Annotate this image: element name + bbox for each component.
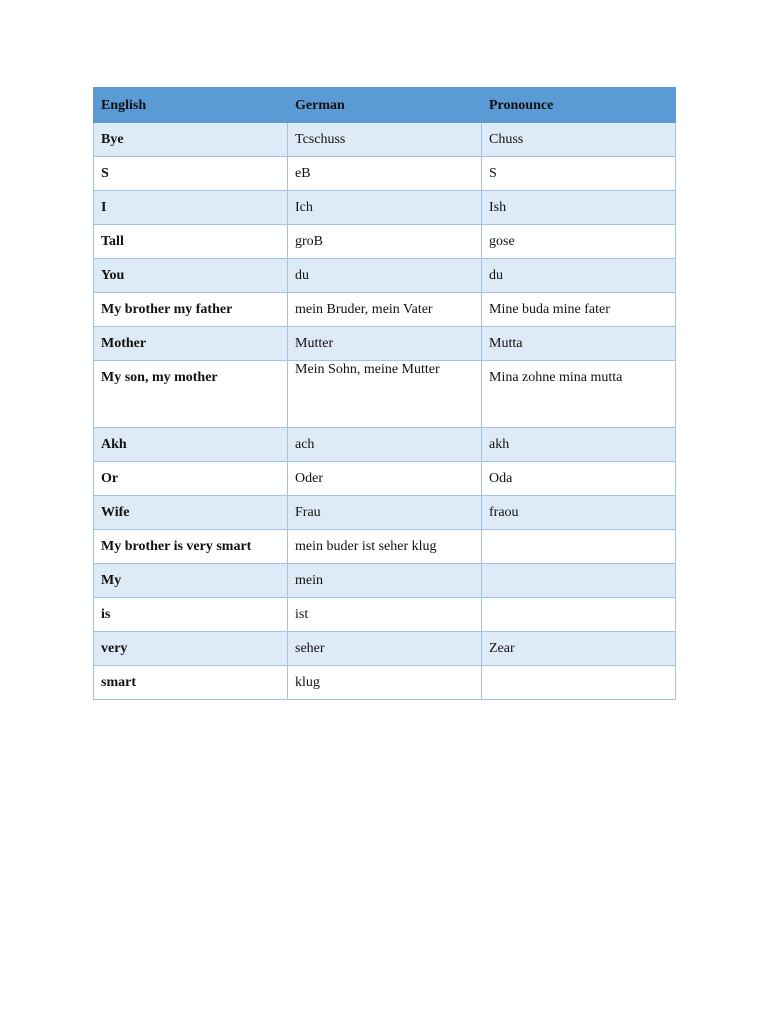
german-cell: mein — [288, 564, 482, 598]
english-cell: Tall — [94, 225, 288, 259]
table-row — [94, 428, 676, 462]
table-row — [94, 123, 676, 157]
german-cell: mein buder ist seher klug — [288, 530, 482, 564]
english-cell: smart — [94, 666, 288, 700]
pronounce-cell: Mutta — [482, 327, 676, 361]
english-cell: My son, my mother — [94, 361, 288, 428]
table-row — [94, 259, 676, 293]
pronounce-cell — [482, 666, 676, 700]
pronounce-cell: Mina zohne mina mutta — [482, 361, 676, 428]
header-german: German — [288, 88, 482, 123]
english-cell: Akh — [94, 428, 288, 462]
pronounce-cell — [482, 564, 676, 598]
pronounce-cell: Zear — [482, 632, 676, 666]
english-cell: My brother my father — [94, 293, 288, 327]
english-cell: Or — [94, 462, 288, 496]
pronounce-cell: Oda — [482, 462, 676, 496]
german-cell: mein Bruder, mein Vater — [288, 293, 482, 327]
table-row — [94, 462, 676, 496]
header-english: English — [94, 88, 288, 123]
german-cell: ach — [288, 428, 482, 462]
english-cell: S — [94, 157, 288, 191]
german-cell: groB — [288, 225, 482, 259]
table-row — [94, 666, 676, 700]
pronounce-cell: du — [482, 259, 676, 293]
pronounce-cell: akh — [482, 428, 676, 462]
english-cell: Bye — [94, 123, 288, 157]
english-cell: is — [94, 598, 288, 632]
pronounce-cell — [482, 530, 676, 564]
english-cell: Mother — [94, 327, 288, 361]
table-row — [94, 225, 676, 259]
pronounce-cell: Chuss — [482, 123, 676, 157]
pronounce-cell: S — [482, 157, 676, 191]
table-row — [94, 361, 676, 428]
german-cell: Ich — [288, 191, 482, 225]
header-pronounce: Pronounce — [482, 88, 676, 123]
table-row — [94, 564, 676, 598]
german-cell: Mutter — [288, 327, 482, 361]
pronounce-cell: fraou — [482, 496, 676, 530]
pronounce-cell: Ish — [482, 191, 676, 225]
english-cell: Wife — [94, 496, 288, 530]
german-cell: Frau — [288, 496, 482, 530]
english-cell: My — [94, 564, 288, 598]
german-cell: klug — [288, 666, 482, 700]
table-row — [94, 157, 676, 191]
vocabulary-table — [93, 87, 676, 700]
table-row — [94, 632, 676, 666]
german-cell: Tcschuss — [288, 123, 482, 157]
german-cell: ist — [288, 598, 482, 632]
pronounce-cell — [482, 598, 676, 632]
german-cell: Mein Sohn, meine Mutter — [288, 361, 482, 428]
german-cell: seher — [288, 632, 482, 666]
german-cell: Oder — [288, 462, 482, 496]
english-cell: very — [94, 632, 288, 666]
table-row — [94, 293, 676, 327]
table-row — [94, 598, 676, 632]
english-cell: My brother is very smart — [94, 530, 288, 564]
table-header-row — [94, 88, 676, 123]
table-row — [94, 327, 676, 361]
pronounce-cell: Mine buda mine fater — [482, 293, 676, 327]
german-cell: du — [288, 259, 482, 293]
english-cell: You — [94, 259, 288, 293]
table-row — [94, 191, 676, 225]
table-row — [94, 530, 676, 564]
table-row — [94, 496, 676, 530]
pronounce-cell: gose — [482, 225, 676, 259]
german-cell: eB — [288, 157, 482, 191]
english-cell: I — [94, 191, 288, 225]
